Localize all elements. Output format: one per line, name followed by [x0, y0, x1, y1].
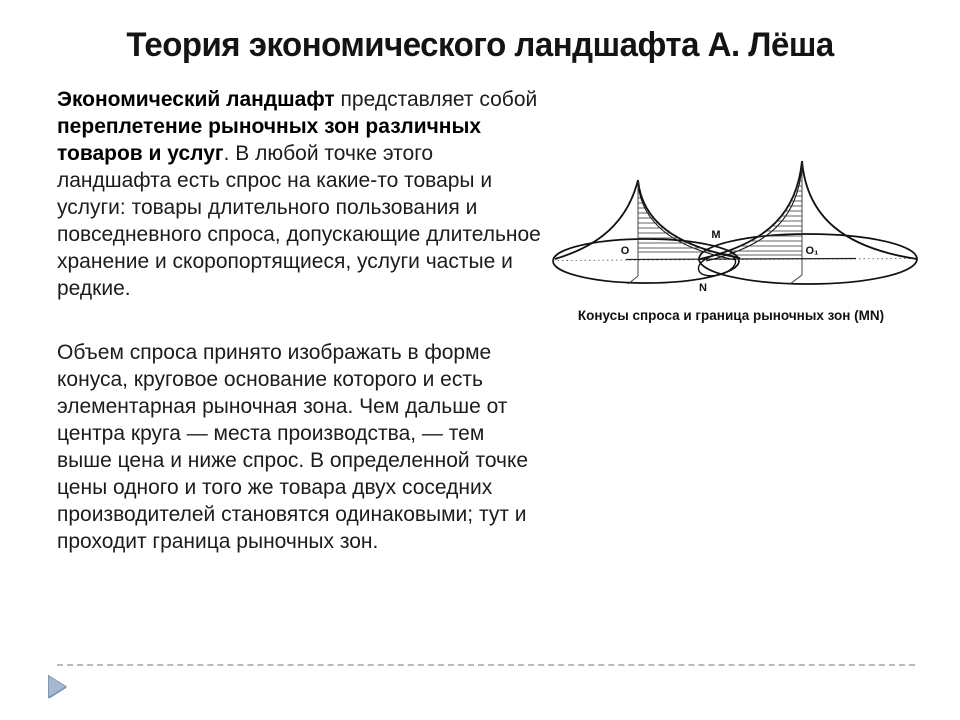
label-point-o1: O₁ [805, 245, 819, 257]
bold-term-economic-landscape: Экономический ландшафт [57, 88, 335, 111]
bold-term-market-zones: переплетение рыночных зон различных товаров и услуг [57, 115, 482, 165]
label-point-n: N [699, 282, 707, 294]
text-run: представляет собой [334, 88, 538, 111]
label-point-o: O [620, 245, 630, 257]
right-demand-cone [700, 161, 917, 284]
body-text-block [57, 86, 544, 555]
right-cone-hatching [719, 171, 802, 255]
o-o1-boundary-line [626, 259, 856, 260]
figure-demand-cones [540, 126, 932, 323]
label-point-m: M [711, 229, 721, 241]
footer-divider [57, 664, 915, 666]
page-title: Теория экономического ландшафта А. Лёша [126, 26, 834, 64]
text-run: . В любой точке этого ландшафта есть спрос на какие-то товары и услуги: товары длительного пользования и повседневного спроса, допускающие длительное хранение и скоропортящиеся, услуги частые и редкие. [57, 142, 541, 300]
paragraph-economic-landscape [57, 86, 544, 302]
figure-caption: Конусы спроса и граница рыночных зон (MN) [577, 308, 885, 323]
left-cone-hatching [639, 188, 714, 252]
paragraph-demand-cone: Объем спроса принято изображать в форме конуса, круговое основание которого и есть элементарная рыночная зона. Чем дальше от центра круга — места производства, — тем выше цена и ниже спрос. В определенной точке цены одного и того же товара двух соседних производителей становятся одинаковыми; тут и проходит граница рыночных зон. [57, 341, 529, 553]
demand-cones-diagram [540, 126, 930, 302]
next-arrow-icon [47, 674, 69, 700]
